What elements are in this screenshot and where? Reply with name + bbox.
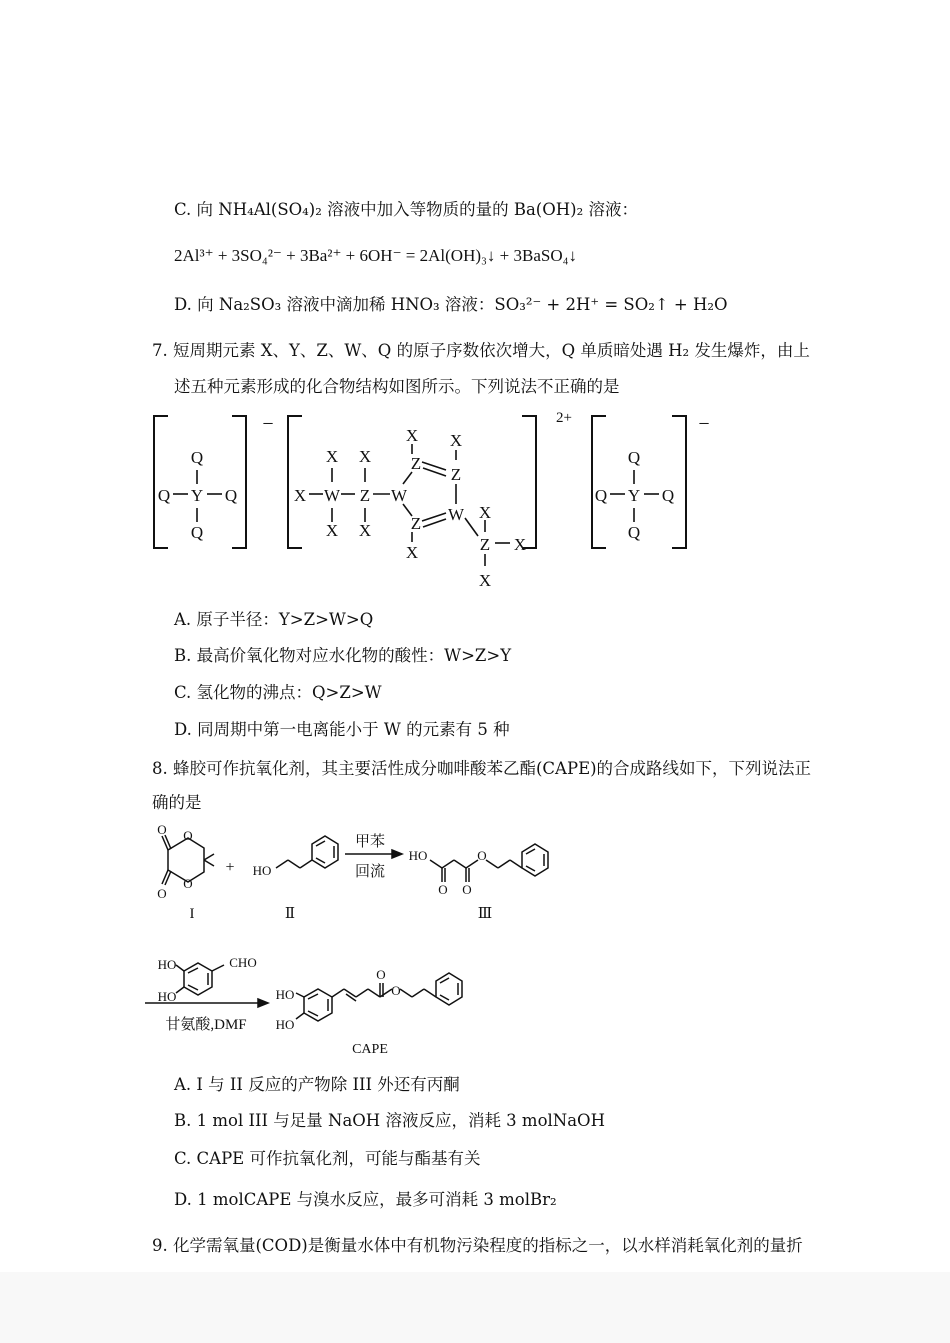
- svg-text:X: X: [405, 543, 419, 562]
- svg-text:O: O: [157, 822, 167, 837]
- atom-q: Q: [627, 448, 641, 467]
- atom-q: Q: [190, 448, 204, 467]
- q8-option-a: A. I 与 II 反应的产物除 III 外还有丙酮: [174, 1075, 460, 1094]
- arrow1-top-label: 甲苯: [354, 834, 386, 850]
- svg-text:O: O: [183, 828, 193, 843]
- svg-text:HO: HO: [157, 957, 177, 972]
- svg-text:X: X: [325, 447, 339, 466]
- svg-text:2+: 2+: [556, 410, 572, 426]
- atom-q: Q: [594, 486, 608, 505]
- svg-text:O: O: [157, 886, 167, 901]
- svg-text:X: X: [358, 521, 372, 540]
- svg-text:X: X: [449, 431, 463, 450]
- arrow2-bottom-label: 甘氨酸,DMF: [165, 1017, 247, 1033]
- page-bottom-strip: [0, 1272, 950, 1343]
- svg-text:HO: HO: [252, 863, 272, 878]
- q7-option-b: B. 最高价氧化物对应水化物的酸性：W>Z>Y: [174, 646, 512, 665]
- svg-text:X: X: [405, 426, 419, 445]
- compound-label-i: I: [189, 906, 195, 922]
- svg-text:Z: Z: [410, 454, 422, 473]
- q7-option-a: A. 原子半径：Y>Z>W>Q: [174, 610, 374, 629]
- q7-stem-line1: 7. 短周期元素 X、Y、Z、W、Q 的原子序数依次增大，Q 单质暗处遇 H₂ 发生爆炸，由上: [152, 341, 810, 360]
- atom-q: Q: [190, 523, 204, 542]
- svg-text:X: X: [358, 447, 372, 466]
- arrow1-bottom-label: 回流: [354, 864, 386, 880]
- atom-y: Y: [190, 486, 204, 505]
- svg-text:HO: HO: [275, 1017, 295, 1032]
- svg-text:O: O: [438, 882, 448, 897]
- svg-text:O: O: [376, 967, 386, 982]
- svg-text:−: −: [262, 413, 274, 435]
- svg-text:X: X: [478, 571, 492, 590]
- q8-synthesis-scheme-step2: [140, 945, 500, 1065]
- q8-synthesis-scheme-step1: [140, 820, 590, 925]
- atom-q: Q: [627, 523, 641, 542]
- atom-y: Y: [627, 486, 641, 505]
- atom-q: Q: [157, 486, 171, 505]
- q7-structure-diagram: [140, 408, 740, 598]
- cape-label: CAPE: [352, 1042, 388, 1057]
- q6-option-d: D. 向 Na₂SO₃ 溶液中滴加稀 HNO₃ 溶液：SO₃²⁻ + 2H⁺ = SO₂↑ + H₂O: [174, 295, 728, 314]
- svg-text:W: W: [390, 486, 408, 505]
- svg-text:HO: HO: [275, 987, 295, 1002]
- q8-option-c: C. CAPE 可作抗氧化剂，可能与酯基有关: [174, 1149, 481, 1168]
- q8-stem-line1: 8. 蜂胶可作抗氧化剂，其主要活性成分咖啡酸苯乙酯(CAPE)的合成路线如下，下列说法正: [152, 759, 812, 778]
- atom-q: Q: [661, 486, 675, 505]
- q8-stem-line2: 确的是: [152, 793, 202, 812]
- svg-text:X: X: [293, 486, 307, 505]
- q7-stem-line2: 述五种元素形成的化合物结构如图所示。下列说法不正确的是: [174, 377, 620, 396]
- q8-option-b: B. 1 mol III 与足量 NaOH 溶液反应，消耗 3 molNaOH: [174, 1111, 605, 1130]
- svg-text:HO: HO: [157, 989, 177, 1004]
- svg-text:HO: HO: [408, 848, 428, 863]
- svg-text:X: X: [478, 503, 492, 522]
- svg-text:Z: Z: [410, 514, 422, 533]
- q9-stem-line1: 9. 化学需氧量(COD)是衡量水体中有机物污染程度的指标之一，以水样消耗氧化剂的量折: [152, 1236, 803, 1255]
- q7-option-c: C. 氢化物的沸点：Q>Z>W: [174, 683, 382, 702]
- svg-text:X: X: [325, 521, 339, 540]
- svg-text:+: +: [225, 859, 235, 876]
- svg-text:Z: Z: [479, 535, 491, 554]
- q6-option-c-equation: 2Al³⁺ + 3SO₄²⁻ + 3Ba²⁺ + 6OH⁻ = 2Al(OH)₃↓ + 3BaSO₄↓: [174, 246, 578, 265]
- q6-option-c-line1: C. 向 NH₄Al(SO₄)₂ 溶液中加入等物质的量的 Ba(OH)₂ 溶液：: [174, 200, 638, 219]
- svg-text:Z: Z: [359, 486, 371, 505]
- svg-text:CHO: CHO: [229, 955, 257, 970]
- atom-q: Q: [224, 486, 238, 505]
- svg-text:X: X: [513, 535, 527, 554]
- svg-text:O: O: [391, 983, 401, 998]
- compound-label-ii: Ⅱ: [284, 906, 296, 922]
- svg-text:Z: Z: [450, 465, 462, 484]
- svg-text:O: O: [477, 848, 487, 863]
- svg-text:W: W: [447, 505, 465, 524]
- compound-label-iii: Ⅲ: [477, 906, 493, 922]
- svg-text:O: O: [462, 882, 472, 897]
- svg-text:−: −: [698, 413, 710, 435]
- q8-option-d: D. 1 molCAPE 与溴水反应，最多可消耗 3 molBr₂: [174, 1190, 557, 1209]
- q7-option-d: D. 同周期中第一电离能小于 W 的元素有 5 种: [174, 720, 510, 739]
- svg-text:W: W: [323, 486, 341, 505]
- svg-text:O: O: [183, 876, 193, 891]
